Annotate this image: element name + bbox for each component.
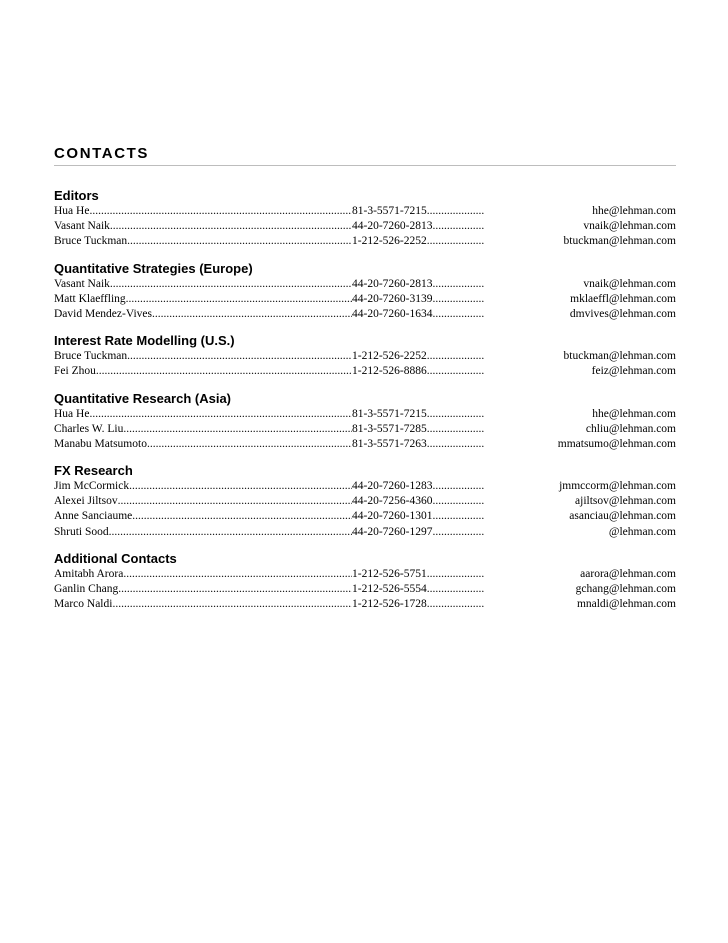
section-heading: Quantitative Strategies (Europe) [54, 260, 253, 276]
contact-name-cell [54, 509, 352, 524]
contact-row [54, 479, 676, 494]
contact-name-cell [54, 479, 352, 494]
contact-phone-cell [352, 494, 485, 509]
contact-name-cell [54, 204, 352, 219]
contact-email[interactable]: btuckman@lehman.com [563, 235, 676, 248]
dot-leader [112, 597, 352, 612]
contact-name-cell [54, 407, 352, 422]
contact-row [54, 582, 676, 597]
contact-phone-cell [352, 597, 485, 612]
contact-name: Hua He [54, 205, 90, 217]
dot-leader [427, 349, 485, 364]
contact-row [54, 509, 676, 524]
contact-email[interactable]: feiz@lehman.com [591, 365, 676, 378]
contact-email[interactable]: aarora@lehman.com [580, 567, 676, 580]
dot-leader [109, 525, 352, 540]
page-title: CONTACTS [54, 145, 150, 162]
contact-name-cell [54, 525, 352, 540]
section-heading: Additional Contacts [54, 550, 177, 566]
section-heading: FX Research [54, 463, 133, 479]
contact-phone-cell [352, 567, 485, 582]
dot-leader [433, 494, 486, 509]
contact-phone-cell [352, 509, 485, 524]
contact-row [54, 437, 676, 452]
contact-row [54, 204, 676, 219]
dot-leader [433, 525, 486, 540]
contact-name-cell [54, 437, 352, 452]
contact-row [54, 422, 676, 437]
contact-name-cell [54, 422, 352, 437]
dot-leader [129, 479, 352, 494]
dot-leader [89, 407, 352, 422]
contact-email[interactable]: mmatsumo@lehman.com [557, 437, 676, 450]
contact-section [54, 391, 676, 453]
contact-email[interactable]: hhe@lehman.com [592, 205, 676, 217]
dot-leader [427, 567, 485, 582]
dot-leader [147, 437, 352, 452]
contact-phone-cell [352, 437, 485, 452]
dot-leader [433, 277, 486, 292]
contact-name: Bruce Tuckman [54, 350, 128, 363]
dot-leader [433, 479, 486, 494]
dot-leader [433, 307, 486, 322]
contact-name: Jim McCormick [54, 480, 130, 493]
contact-name: Manabu Matsumoto [54, 437, 147, 450]
dot-leader [126, 292, 352, 307]
section-heading: Interest Rate Modelling (U.S.) [54, 333, 235, 349]
contact-row [54, 292, 676, 307]
contact-name-cell [54, 494, 352, 509]
contact-phone: 44-20-7260-1634 [352, 307, 433, 320]
contact-phone-cell [352, 364, 485, 379]
contact-name-cell [54, 364, 352, 379]
contact-name: Hua He [54, 407, 90, 420]
contact-phone-cell [352, 422, 485, 437]
section-heading: Quantitative Research (Asia) [54, 390, 232, 406]
contact-row [54, 407, 676, 422]
dot-leader [127, 234, 352, 249]
contact-name: Anne Sanciaume [54, 510, 133, 523]
contact-section [54, 551, 676, 613]
contact-email[interactable]: mklaeffl@lehman.com [570, 292, 676, 305]
contact-phone-cell [352, 292, 485, 307]
contact-phone: 44-20-7256-4360 [352, 495, 433, 508]
dot-leader [427, 204, 485, 219]
contact-phone: 44-20-7260-3139 [352, 292, 433, 305]
dot-leader [427, 597, 485, 612]
contact-phone-cell [352, 219, 485, 234]
contact-phone-cell [352, 479, 485, 494]
contact-phone-cell [352, 277, 485, 292]
contacts-page [54, 145, 676, 612]
contact-name: Marco Naldi [54, 598, 113, 611]
contact-name-cell [54, 582, 352, 597]
contact-row [54, 349, 676, 364]
contact-email[interactable]: hhe@lehman.com [592, 407, 676, 420]
contact-name: Ganlin Chang [54, 583, 119, 595]
contact-email[interactable]: mnaldi@lehman.com [576, 598, 676, 611]
contact-section [54, 188, 676, 250]
contact-name-cell [54, 292, 352, 307]
contact-phone: 1-212-526-8886 [352, 365, 427, 378]
contact-name-cell [54, 567, 352, 582]
contact-row [54, 525, 676, 540]
section-heading: Editors [54, 188, 99, 203]
dot-leader [118, 494, 352, 509]
contact-phone: 81-3-5571-7215 [352, 407, 427, 420]
contact-email[interactable]: chliu@lehman.com [585, 422, 676, 435]
contact-email[interactable]: dmvives@lehman.com [569, 307, 676, 320]
contact-phone: 44-20-7260-1297 [352, 525, 433, 538]
dot-leader [96, 364, 352, 379]
title-divider [54, 165, 676, 166]
contact-email[interactable]: asanciau@lehman.com [569, 510, 676, 523]
contact-name: Vasant Naik [54, 277, 110, 290]
contact-phone-cell [352, 582, 485, 597]
contact-row [54, 567, 676, 582]
contact-name-cell [54, 597, 352, 612]
contact-row [54, 494, 676, 509]
dot-leader [433, 509, 486, 524]
contact-sections [54, 188, 676, 612]
contact-email[interactable]: gchang@lehman.com [575, 583, 676, 595]
contact-name: David Mendez-Vives [54, 307, 152, 320]
contact-phone: 44-20-7260-1283 [352, 480, 433, 493]
contact-email[interactable]: vnaik@lehman.com [583, 277, 676, 290]
dot-leader [89, 204, 352, 219]
contact-row [54, 364, 676, 379]
contact-phone-cell [352, 407, 485, 422]
contact-name-cell [54, 307, 352, 322]
dot-leader [427, 364, 485, 379]
contact-row [54, 277, 676, 292]
contact-phone-cell [352, 307, 485, 322]
contact-email[interactable]: ajiltsov@lehman.com [575, 495, 676, 508]
contact-section [54, 463, 676, 540]
dot-leader [110, 219, 352, 234]
contact-name: Alexei Jiltsov [54, 495, 118, 508]
dot-leader [433, 292, 486, 307]
contact-phone: 1-212-526-2252 [352, 350, 427, 363]
contact-phone-cell [352, 234, 485, 249]
contact-phone: 1-212-526-2252 [352, 235, 427, 248]
dot-leader [427, 437, 485, 452]
dot-leader [433, 219, 486, 234]
contact-phone: 1-212-526-1728 [352, 598, 427, 611]
contact-phone: 81-3-5571-7285 [352, 422, 427, 435]
contact-phone: 44-20-7260-2813 [352, 220, 433, 233]
contact-section [54, 333, 676, 379]
contact-name: Matt Klaeffling [54, 292, 126, 305]
contact-name: Charles W. Liu [54, 422, 124, 435]
contact-name: Vasant Naik [54, 220, 110, 233]
contact-row [54, 219, 676, 234]
contact-phone: 1-212-526-5751 [352, 567, 427, 580]
contact-phone-cell [352, 525, 485, 540]
contact-row [54, 597, 676, 612]
dot-leader [427, 407, 485, 422]
dot-leader [118, 582, 352, 597]
contact-name-cell [54, 349, 352, 364]
contact-phone: 81-3-5571-7215 [352, 205, 427, 217]
contact-phone: 44-20-7260-2813 [352, 277, 433, 290]
contact-phone-cell [352, 204, 485, 219]
contact-name-cell [54, 277, 352, 292]
dot-leader [123, 567, 352, 582]
contact-name: Shruti Sood [54, 525, 109, 538]
contact-phone: 1-212-526-5554 [352, 583, 427, 595]
contact-email[interactable]: vnaik@lehman.com [583, 220, 676, 233]
dot-leader [427, 234, 485, 249]
dot-leader [132, 509, 352, 524]
contact-phone-cell [352, 349, 485, 364]
contact-email[interactable]: btuckman@lehman.com [563, 350, 676, 363]
contact-email[interactable]: @lehman.com [608, 525, 676, 538]
dot-leader [152, 307, 352, 322]
contact-row [54, 307, 676, 322]
dot-leader [427, 422, 485, 437]
contact-phone: 44-20-7260-1301 [352, 510, 433, 523]
contact-name: Fei Zhou [54, 365, 96, 378]
contact-row [54, 234, 676, 249]
dot-leader [123, 422, 352, 437]
dot-leader [110, 277, 352, 292]
contact-email[interactable]: jmmccorm@lehman.com [559, 480, 676, 493]
contact-name: Bruce Tuckman [54, 235, 128, 248]
dot-leader [127, 349, 352, 364]
contact-name: Amitabh Arora [54, 567, 124, 580]
contact-section [54, 261, 676, 323]
contact-name-cell [54, 234, 352, 249]
contact-name-cell [54, 219, 352, 234]
contact-phone: 81-3-5571-7263 [352, 437, 427, 450]
dot-leader [427, 582, 485, 597]
